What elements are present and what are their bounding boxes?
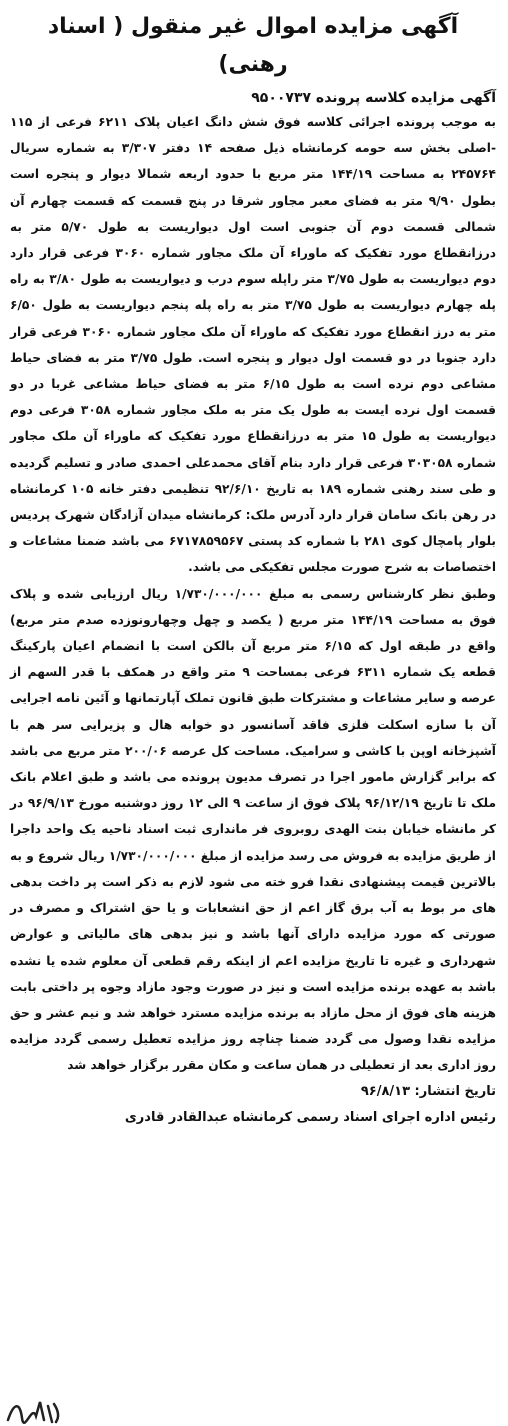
auction-notice <box>10 8 496 1131</box>
notice-paragraph-terms: وطبق نظر کارشناس رسمی به مبلغ ۱/۷۳۰/۰۰۰/۰۰۰ ریال ارزیابی شده و پلاک فوق به مساحت ۱۴۴/۱۹ متر مربع ( یکصد و چهل وچهارونوزده صدم متر مربع) واقع در طبقه اول که ۶/۱۵ متر مربع آن بالکن است با انضمام اعیان پارکینگ قطعه یک شماره ۶۳۱۱ فرعی بمساحت ۹ متر واقع در همکف با قدر السهم از عرصه و سایر مشاعات و مشترکات طبق قانون تملک آپارتمانها و آئین نامه اجرایی آن با سازه اسکلت فلزی فاقد آسانسور دو خوابه هال و پزیرایی سر هم با آشپزخانه اوپن با کاشی و سرامیک. مساحت کل عرصه ۲۰۰/۰۶ متر مربع می باشد که برابر گزارش مامور اجرا در تصرف مدیون پرونده می باشد و طبق اعلام بانک ملک تا تاریخ ۹۶/۱۲/۱۹ پلاک فوق از ساعت ۹ الی ۱۲ روز دوشنبه مورخ ۹۶/۹/۱۳ در کر مانشاه خیابان بنت الهدی روبروی فر مانداری ثبت اسناد ناحیه یک واحد داجرا از طریق مزایده به فروش می رسد مزایده از مبلغ ۱/۷۳۰/۰۰۰/۰۰۰ ریال شروع و به بالاترین قیمت پیشنهادی نقدا فرو خته می شود لازم به ذکر است پر داخت بدهی های مر بوط به آب برق گاز اعم از حق انشعابات و یا حق اشتراک و مصرف در صورتی که مورد مزایده دارای آنها باشد و نیز بدهی های مالیاتی و عوارض شهرداری و غیره تا تاریخ مزایده اعم از اینکه رقم قطعی آن معلوم شده یا نشده باشد به عهده برنده مزایده است و نیز در صورت وجود مازاد وجوه پر داختی بابت هزینه های فوق از محل مازاد به برنده مزایده مسترد خواهد شد و نیم عشر و حق مزایده نقدا وصول می گردد ضمنا چناچه روز مزایده تعطیل رسمی گردد مزایده روز اداری بعد از تعطیلی در همان ساعت و مکان مقرر برگزار خواهد شد <box>10 586 497 1073</box>
handwritten-signature <box>4 1396 64 1426</box>
signatory-line: رئیس اداره اجرای اسناد رسمی کرمانشاه عبدالقادر قادری <box>124 1109 496 1125</box>
notice-title: آگهی مزایده اموال غیر منقول ( اسناد رهنی) <box>47 14 459 77</box>
notice-paragraph-property: به موجب پرونده اجرائی کلاسه فوق شش دانگ اعیان پلاک ۶۲۱۱ فرعی از ۱۱۵ -اصلی بخش سه حومه کرمانشاه ذیل صفحه ۱۴ دفتر ۳/۳۰۷ به شماره سریال ۲۴۵۷۶۴ به مساحت ۱۴۴/۱۹ متر مربع با حدود اربعه شمالا دیوار و پنجره است بطول ۹/۹۰ متر به فضای معبر مجاور شرقا در پنج قسمت که قسمت چهارم آن شمالی قسمت دوم آن جنوبی است اول دیواریست به طول ۵/۷۰ متر به درزانقطاع مورد تفکیک که ماوراء آن ملک مجاور شماره ۳۰۶۰ فرعی قرار دارد دوم دیواریست به طول ۳/۷۵ متر راپله سوم درب و دیواریست به طول ۳/۸۰ به راه پله چهارم دیواریست به طول ۳/۷۵ متر به راه پله پنجم دیواریست به طول ۶/۵۰ متر به درز انقطاع مورد تفکیک که ماوراء آن ملک مجاور شماره ۳۰۶۰ فرعی قرار دارد جنوبا در دو قسمت اول دیوار و پنجره است. طول ۳/۷۵ متر به فضای حیاط مشاعی دوم نرده است به طول ۶/۱۵ متر به فضای حیاط مشاعی غربا در دو قسمت اول نرده ایست به طول یک متر به ملک مجاور شماره ۳۰۵۸ فرعی دوم دیواریست به طول ۱۵ متر به درزانقطاع مورد تفکیک که ماوراء آن ملک مجاور شماره ۳۰۳۰۵۸ فرعی قرار دارد بنام آقای محمدعلی احمدی صادر و تسلیم گردیده و طی سند رهنی شماره ۱۸۹ به تاریخ ۹۲/۶/۱۰ تنظیمی دفتر خانه ۱۰۵ کرمانشاه در رهن بانک سامان قرار دارد آدرس ملک: کرمانشاه میدان آزادگان شهرک پردیس بلوار پامچال کوی ۲۸۱ با شماره کد پستی ۶۷۱۷۸۵۹۵۶۷ می باشد ضمنا مشاعات و اختصاصات به شرح صورت مجلس تفکیکی می باشد. <box>10 115 497 575</box>
publish-date: تاریخ انتشار: ۹۶/۸/۱۳ <box>360 1083 496 1099</box>
case-number-line: آگهی مزایده کلاسه پرونده ۹۵۰۰۷۳۷ <box>251 90 496 106</box>
